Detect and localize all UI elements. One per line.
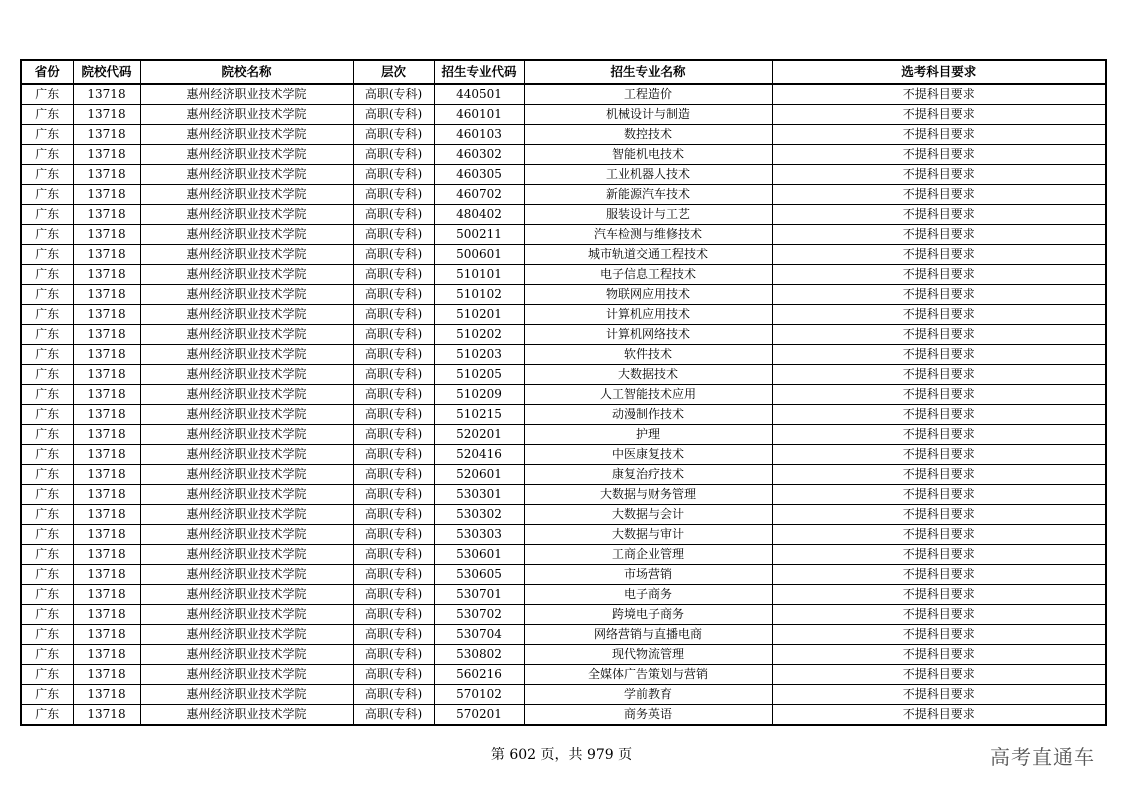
school-code-cell: 13718 <box>73 84 140 105</box>
province-cell: 广东 <box>21 585 73 605</box>
level-cell: 高职(专科) <box>353 405 434 425</box>
table-row <box>21 525 1106 545</box>
subject-requirement-cell: 不提科目要求 <box>772 525 1106 545</box>
major-code-cell: 460101 <box>434 105 524 125</box>
school-name-cell: 惠州经济职业技术学院 <box>140 165 353 185</box>
major-code-cell: 520601 <box>434 465 524 485</box>
subject-requirement-cell: 不提科目要求 <box>772 285 1106 305</box>
province-cell: 广东 <box>21 245 73 265</box>
province-cell: 广东 <box>21 445 73 465</box>
level-cell: 高职(专科) <box>353 245 434 265</box>
school-code-cell: 13718 <box>73 305 140 325</box>
subject-requirement-cell: 不提科目要求 <box>772 205 1106 225</box>
province-cell: 广东 <box>21 565 73 585</box>
subject-requirement-cell: 不提科目要求 <box>772 605 1106 625</box>
level-cell: 高职(专科) <box>353 185 434 205</box>
school-code-cell: 13718 <box>73 125 140 145</box>
table-row <box>21 225 1106 245</box>
major-name-cell: 人工智能技术应用 <box>524 385 772 405</box>
subject-requirement-cell: 不提科目要求 <box>772 405 1106 425</box>
school-name-cell: 惠州经济职业技术学院 <box>140 325 353 345</box>
table-row <box>21 84 1106 105</box>
major-code-cell: 460702 <box>434 185 524 205</box>
subject-requirement-cell: 不提科目要求 <box>772 585 1106 605</box>
major-code-cell: 440501 <box>434 84 524 105</box>
level-cell: 高职(专科) <box>353 605 434 625</box>
table-row <box>21 425 1106 445</box>
school-code-cell: 13718 <box>73 705 140 726</box>
school-name-cell: 惠州经济职业技术学院 <box>140 465 353 485</box>
school-name-cell: 惠州经济职业技术学院 <box>140 685 353 705</box>
school-code-cell: 13718 <box>73 465 140 485</box>
major-code-cell: 460305 <box>434 165 524 185</box>
subject-requirement-cell: 不提科目要求 <box>772 105 1106 125</box>
major-name-cell: 服装设计与工艺 <box>524 205 772 225</box>
school-code-cell: 13718 <box>73 625 140 645</box>
school-code-cell: 13718 <box>73 385 140 405</box>
table-row <box>21 705 1106 726</box>
subject-requirement-cell: 不提科目要求 <box>772 445 1106 465</box>
major-name-cell: 大数据技术 <box>524 365 772 385</box>
major-code-cell: 500211 <box>434 225 524 245</box>
province-cell: 广东 <box>21 685 73 705</box>
major-code-cell: 460302 <box>434 145 524 165</box>
school-name-cell: 惠州经济职业技术学院 <box>140 245 353 265</box>
province-cell: 广东 <box>21 465 73 485</box>
province-cell: 广东 <box>21 625 73 645</box>
table-row <box>21 305 1106 325</box>
level-cell: 高职(专科) <box>353 145 434 165</box>
province-cell: 广东 <box>21 185 73 205</box>
table-row <box>21 145 1106 165</box>
level-cell: 高职(专科) <box>353 465 434 485</box>
major-name-cell: 康复治疗技术 <box>524 465 772 485</box>
school-code-cell: 13718 <box>73 205 140 225</box>
level-cell: 高职(专科) <box>353 325 434 345</box>
major-name-cell: 城市轨道交通工程技术 <box>524 245 772 265</box>
level-cell: 高职(专科) <box>353 385 434 405</box>
school-name-cell: 惠州经济职业技术学院 <box>140 405 353 425</box>
level-cell: 高职(专科) <box>353 125 434 145</box>
school-name-cell: 惠州经济职业技术学院 <box>140 605 353 625</box>
subject-requirement-cell: 不提科目要求 <box>772 545 1106 565</box>
subject-requirement-cell: 不提科目要求 <box>772 645 1106 665</box>
major-code-cell: 530704 <box>434 625 524 645</box>
major-name-cell: 工商企业管理 <box>524 545 772 565</box>
table-row <box>21 265 1106 285</box>
school-code-cell: 13718 <box>73 285 140 305</box>
table-row <box>21 205 1106 225</box>
major-name-cell: 动漫制作技术 <box>524 405 772 425</box>
school-name-cell: 惠州经济职业技术学院 <box>140 485 353 505</box>
province-cell: 广东 <box>21 505 73 525</box>
school-code-cell: 13718 <box>73 325 140 345</box>
subject-requirement-cell: 不提科目要求 <box>772 505 1106 525</box>
province-cell: 广东 <box>21 125 73 145</box>
province-cell: 广东 <box>21 265 73 285</box>
major-name-cell: 新能源汽车技术 <box>524 185 772 205</box>
major-code-cell: 510209 <box>434 385 524 405</box>
subject-requirement-cell: 不提科目要求 <box>772 125 1106 145</box>
subject-requirement-cell: 不提科目要求 <box>772 705 1106 726</box>
subject-requirement-cell: 不提科目要求 <box>772 345 1106 365</box>
province-cell: 广东 <box>21 605 73 625</box>
school-name-cell: 惠州经济职业技术学院 <box>140 145 353 165</box>
school-code-cell: 13718 <box>73 585 140 605</box>
school-code-cell: 13718 <box>73 425 140 445</box>
major-code-header: 招生专业代码 <box>434 60 524 84</box>
subject-requirement-cell: 不提科目要求 <box>772 325 1106 345</box>
subject-requirement-cell: 不提科目要求 <box>772 665 1106 685</box>
subject-requirement-cell: 不提科目要求 <box>772 265 1106 285</box>
subject-requirement-cell: 不提科目要求 <box>772 305 1106 325</box>
major-code-cell: 510215 <box>434 405 524 425</box>
province-cell: 广东 <box>21 665 73 685</box>
level-cell: 高职(专科) <box>353 265 434 285</box>
subject-requirement-cell: 不提科目要求 <box>772 465 1106 485</box>
major-code-cell: 510205 <box>434 365 524 385</box>
level-cell: 高职(专科) <box>353 545 434 565</box>
table-row <box>21 365 1106 385</box>
major-code-cell: 530702 <box>434 605 524 625</box>
major-code-cell: 560216 <box>434 665 524 685</box>
subject-requirement-cell: 不提科目要求 <box>772 84 1106 105</box>
province-cell: 广东 <box>21 365 73 385</box>
level-cell: 高职(专科) <box>353 565 434 585</box>
province-cell: 广东 <box>21 84 73 105</box>
major-name-cell: 计算机应用技术 <box>524 305 772 325</box>
major-name-cell: 网络营销与直播电商 <box>524 625 772 645</box>
school-name-cell: 惠州经济职业技术学院 <box>140 705 353 726</box>
major-code-cell: 570201 <box>434 705 524 726</box>
page-footer <box>0 744 1123 764</box>
subject-requirement-header: 选考科目要求 <box>772 60 1106 84</box>
table-body <box>21 84 1106 725</box>
major-name-cell: 智能机电技术 <box>524 145 772 165</box>
school-name-header: 院校名称 <box>140 60 353 84</box>
province-cell: 广东 <box>21 485 73 505</box>
major-code-cell: 530605 <box>434 565 524 585</box>
table-row <box>21 465 1106 485</box>
province-cell: 广东 <box>21 305 73 325</box>
level-cell: 高职(专科) <box>353 665 434 685</box>
page-number-text: 第 602 页，共 979 页 <box>490 747 633 763</box>
subject-requirement-cell: 不提科目要求 <box>772 385 1106 405</box>
major-name-cell: 护理 <box>524 425 772 445</box>
table-header <box>21 60 1106 84</box>
school-code-cell: 13718 <box>73 525 140 545</box>
table-row <box>21 445 1106 465</box>
school-code-cell: 13718 <box>73 185 140 205</box>
table-row <box>21 125 1106 145</box>
province-cell: 广东 <box>21 165 73 185</box>
enrollment-table <box>20 59 1107 726</box>
school-code-cell: 13718 <box>73 345 140 365</box>
major-name-cell: 中医康复技术 <box>524 445 772 465</box>
school-code-cell: 13718 <box>73 265 140 285</box>
school-name-cell: 惠州经济职业技术学院 <box>140 265 353 285</box>
school-name-cell: 惠州经济职业技术学院 <box>140 545 353 565</box>
level-cell: 高职(专科) <box>353 505 434 525</box>
school-code-cell: 13718 <box>73 165 140 185</box>
level-cell: 高职(专科) <box>353 365 434 385</box>
school-name-cell: 惠州经济职业技术学院 <box>140 84 353 105</box>
school-name-cell: 惠州经济职业技术学院 <box>140 425 353 445</box>
school-name-cell: 惠州经济职业技术学院 <box>140 525 353 545</box>
table-row <box>21 325 1106 345</box>
school-name-cell: 惠州经济职业技术学院 <box>140 125 353 145</box>
major-name-cell: 工业机器人技术 <box>524 165 772 185</box>
major-name-cell: 跨境电子商务 <box>524 605 772 625</box>
province-cell: 广东 <box>21 545 73 565</box>
major-code-cell: 530301 <box>434 485 524 505</box>
school-name-cell: 惠州经济职业技术学院 <box>140 665 353 685</box>
major-name-cell: 学前教育 <box>524 685 772 705</box>
major-name-cell: 计算机网络技术 <box>524 325 772 345</box>
province-cell: 广东 <box>21 405 73 425</box>
level-cell: 高职(专科) <box>353 345 434 365</box>
major-code-cell: 570102 <box>434 685 524 705</box>
school-code-cell: 13718 <box>73 105 140 125</box>
level-cell: 高职(专科) <box>353 165 434 185</box>
major-name-cell: 现代物流管理 <box>524 645 772 665</box>
subject-requirement-cell: 不提科目要求 <box>772 165 1106 185</box>
major-code-cell: 510202 <box>434 325 524 345</box>
subject-requirement-cell: 不提科目要求 <box>772 485 1106 505</box>
level-cell: 高职(专科) <box>353 225 434 245</box>
province-cell: 广东 <box>21 645 73 665</box>
school-code-cell: 13718 <box>73 645 140 665</box>
province-cell: 广东 <box>21 385 73 405</box>
school-name-cell: 惠州经济职业技术学院 <box>140 445 353 465</box>
subject-requirement-cell: 不提科目要求 <box>772 225 1106 245</box>
major-code-cell: 510201 <box>434 305 524 325</box>
level-cell: 高职(专科) <box>353 705 434 726</box>
school-code-cell: 13718 <box>73 485 140 505</box>
subject-requirement-cell: 不提科目要求 <box>772 365 1106 385</box>
school-code-cell: 13718 <box>73 245 140 265</box>
table-row <box>21 605 1106 625</box>
level-header: 层次 <box>353 60 434 84</box>
subject-requirement-cell: 不提科目要求 <box>772 425 1106 445</box>
major-code-cell: 500601 <box>434 245 524 265</box>
level-cell: 高职(专科) <box>353 285 434 305</box>
level-cell: 高职(专科) <box>353 685 434 705</box>
major-name-cell: 工程造价 <box>524 84 772 105</box>
major-code-cell: 530802 <box>434 645 524 665</box>
major-code-cell: 520201 <box>434 425 524 445</box>
subject-requirement-cell: 不提科目要求 <box>772 685 1106 705</box>
level-cell: 高职(专科) <box>353 485 434 505</box>
province-cell: 广东 <box>21 145 73 165</box>
table-row <box>21 685 1106 705</box>
major-name-cell: 汽车检测与维修技术 <box>524 225 772 245</box>
school-name-cell: 惠州经济职业技术学院 <box>140 505 353 525</box>
table-row <box>21 105 1106 125</box>
major-name-cell: 电子商务 <box>524 585 772 605</box>
major-code-cell: 530303 <box>434 525 524 545</box>
major-code-cell: 510203 <box>434 345 524 365</box>
major-code-cell: 460103 <box>434 125 524 145</box>
province-cell: 广东 <box>21 525 73 545</box>
major-code-cell: 510102 <box>434 285 524 305</box>
school-name-cell: 惠州经济职业技术学院 <box>140 625 353 645</box>
major-name-cell: 全媒体广告策划与营销 <box>524 665 772 685</box>
school-name-cell: 惠州经济职业技术学院 <box>140 185 353 205</box>
major-code-cell: 530601 <box>434 545 524 565</box>
major-code-cell: 530701 <box>434 585 524 605</box>
table-row <box>21 545 1106 565</box>
province-cell: 广东 <box>21 205 73 225</box>
level-cell: 高职(专科) <box>353 445 434 465</box>
level-cell: 高职(专科) <box>353 105 434 125</box>
header-row <box>21 60 1106 84</box>
school-code-cell: 13718 <box>73 365 140 385</box>
major-name-cell: 大数据与会计 <box>524 505 772 525</box>
major-code-cell: 480402 <box>434 205 524 225</box>
school-code-cell: 13718 <box>73 445 140 465</box>
major-code-cell: 520416 <box>434 445 524 465</box>
major-code-cell: 510101 <box>434 265 524 285</box>
major-name-cell: 市场营销 <box>524 565 772 585</box>
subject-requirement-cell: 不提科目要求 <box>772 565 1106 585</box>
table-row <box>21 405 1106 425</box>
table-row <box>21 285 1106 305</box>
level-cell: 高职(专科) <box>353 585 434 605</box>
school-code-header: 院校代码 <box>73 60 140 84</box>
province-header: 省份 <box>21 60 73 84</box>
level-cell: 高职(专科) <box>353 84 434 105</box>
province-cell: 广东 <box>21 345 73 365</box>
subject-requirement-cell: 不提科目要求 <box>772 625 1106 645</box>
province-cell: 广东 <box>21 325 73 345</box>
major-name-cell: 商务英语 <box>524 705 772 726</box>
school-code-cell: 13718 <box>73 145 140 165</box>
level-cell: 高职(专科) <box>353 525 434 545</box>
province-cell: 广东 <box>21 105 73 125</box>
school-name-cell: 惠州经济职业技术学院 <box>140 285 353 305</box>
province-cell: 广东 <box>21 225 73 245</box>
school-name-cell: 惠州经济职业技术学院 <box>140 385 353 405</box>
major-name-cell: 大数据与审计 <box>524 525 772 545</box>
level-cell: 高职(专科) <box>353 625 434 645</box>
level-cell: 高职(专科) <box>353 205 434 225</box>
school-code-cell: 13718 <box>73 665 140 685</box>
school-name-cell: 惠州经济职业技术学院 <box>140 225 353 245</box>
level-cell: 高职(专科) <box>353 305 434 325</box>
school-name-cell: 惠州经济职业技术学院 <box>140 365 353 385</box>
subject-requirement-cell: 不提科目要求 <box>772 245 1106 265</box>
school-name-cell: 惠州经济职业技术学院 <box>140 205 353 225</box>
school-code-cell: 13718 <box>73 685 140 705</box>
school-name-cell: 惠州经济职业技术学院 <box>140 585 353 605</box>
table-row <box>21 565 1106 585</box>
table-row <box>21 245 1106 265</box>
major-code-cell: 530302 <box>434 505 524 525</box>
major-name-header: 招生专业名称 <box>524 60 772 84</box>
major-name-cell: 机械设计与制造 <box>524 105 772 125</box>
province-cell: 广东 <box>21 285 73 305</box>
watermark-logo-text: 高考直通车 <box>990 745 1095 769</box>
major-name-cell: 物联网应用技术 <box>524 285 772 305</box>
school-code-cell: 13718 <box>73 565 140 585</box>
province-cell: 广东 <box>21 425 73 445</box>
table-row <box>21 585 1106 605</box>
table-row <box>21 665 1106 685</box>
table-row <box>21 345 1106 365</box>
school-name-cell: 惠州经济职业技术学院 <box>140 305 353 325</box>
major-name-cell: 大数据与财务管理 <box>524 485 772 505</box>
table-row <box>21 625 1106 645</box>
subject-requirement-cell: 不提科目要求 <box>772 185 1106 205</box>
level-cell: 高职(专科) <box>353 645 434 665</box>
school-code-cell: 13718 <box>73 225 140 245</box>
level-cell: 高职(专科) <box>353 425 434 445</box>
table-row <box>21 505 1106 525</box>
school-code-cell: 13718 <box>73 605 140 625</box>
table-row <box>21 485 1106 505</box>
school-code-cell: 13718 <box>73 505 140 525</box>
subject-requirement-cell: 不提科目要求 <box>772 145 1106 165</box>
school-code-cell: 13718 <box>73 545 140 565</box>
major-name-cell: 数控技术 <box>524 125 772 145</box>
province-cell: 广东 <box>21 705 73 726</box>
school-name-cell: 惠州经济职业技术学院 <box>140 645 353 665</box>
school-name-cell: 惠州经济职业技术学院 <box>140 345 353 365</box>
school-name-cell: 惠州经济职业技术学院 <box>140 565 353 585</box>
table-row <box>21 165 1106 185</box>
major-name-cell: 软件技术 <box>524 345 772 365</box>
school-code-cell: 13718 <box>73 405 140 425</box>
table-row <box>21 185 1106 205</box>
table-row <box>21 645 1106 665</box>
school-name-cell: 惠州经济职业技术学院 <box>140 105 353 125</box>
major-name-cell: 电子信息工程技术 <box>524 265 772 285</box>
table-row <box>21 385 1106 405</box>
